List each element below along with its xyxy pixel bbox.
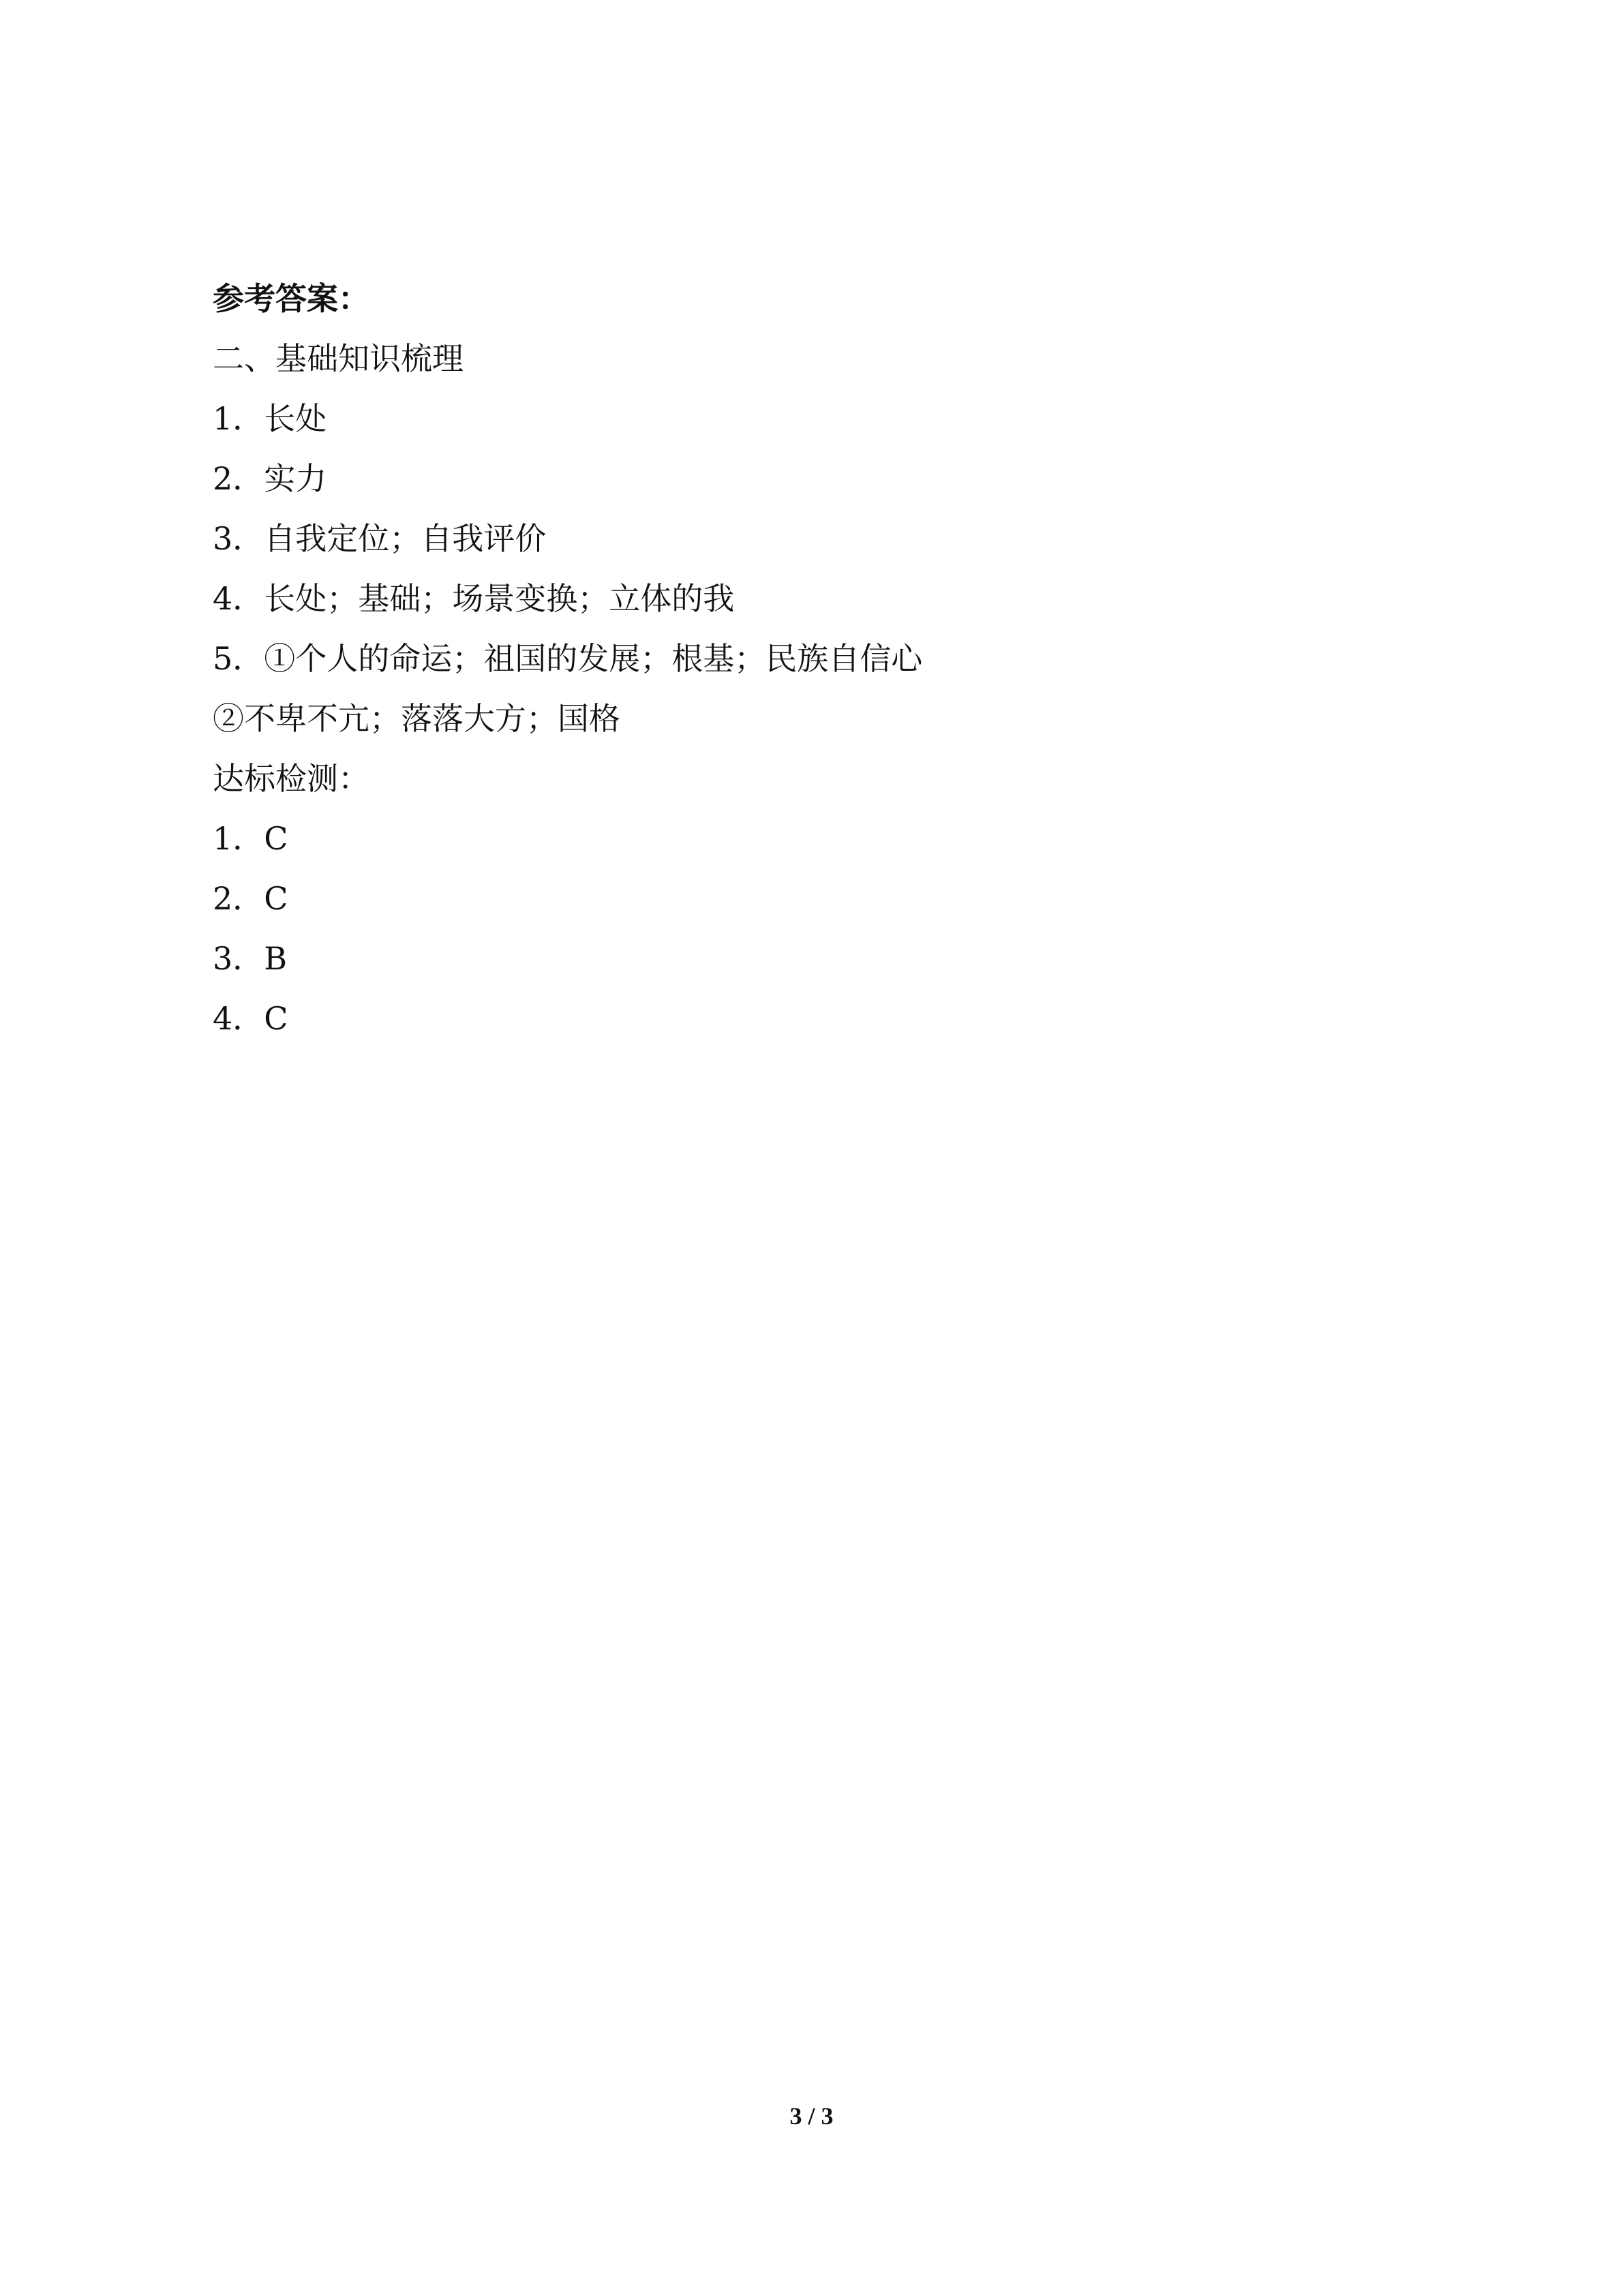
test-item: 4．C [213,1000,288,1037]
test-item: 1．C [213,820,288,857]
answer-heading: 参考答案： [213,280,369,317]
test-item: 3．B [213,940,288,977]
test-item: 2．C [213,880,288,917]
basic-item: 4．长处；基础；场景变换；立体的我 [213,580,735,617]
answer-content [213,269,1412,1048]
section-test-title: 达标检测： [213,760,369,797]
basic-item: 5．①个人的命运；祖国的发展；根基；民族自信心 [213,640,923,677]
basic-item: 3．自我定位；自我评价 [213,520,547,557]
basic-item: 2．实力 [213,460,327,497]
section-basic-title: 二、基础知识梳理 [213,340,464,377]
basic-item: 1．长处 [213,400,327,437]
basic-item: ②不卑不亢；落落大方；国格 [213,700,620,737]
page-number: 3 / 3 [789,2102,834,2130]
